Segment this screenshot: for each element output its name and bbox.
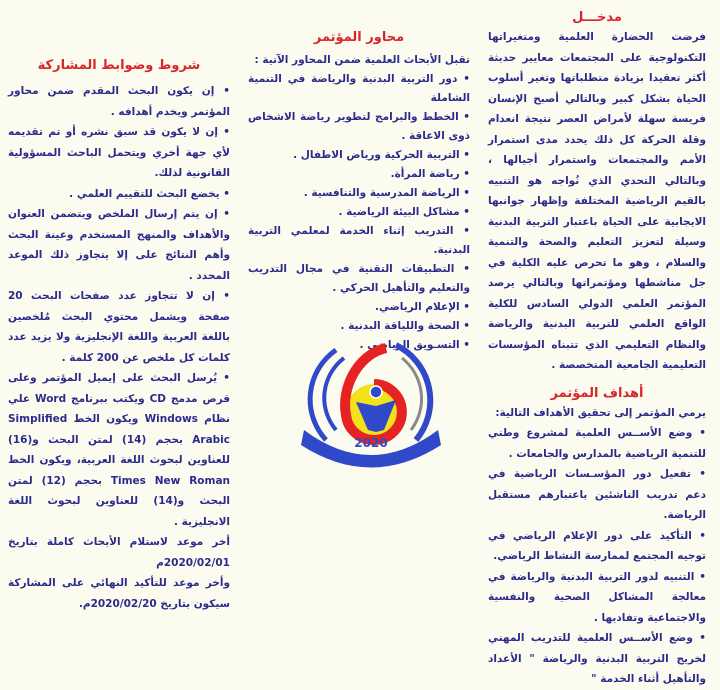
axes-title: محاور المؤتمر [313, 30, 405, 45]
list-item: • التسـويق الرياضي . [248, 336, 470, 355]
conditions-column [8, 58, 230, 614]
list-item: • تفعيل دور المؤسـسات الرياضية في دعم تدريب الناشئين باعتبارهم مستقبل الرياضة. [488, 464, 706, 526]
list-item: • التطبيقات التقنية في مجال التدريب والتعليم والتأهيل الحركي . [248, 260, 470, 298]
list-item: • يُرسل البحث على إيميل المؤتمر وعلى قرص مدمج CD ويكتب ببرنامج Word علي نظام Windows ويكون الخط Simplified Arabic بحجم (14) لمتن البحث و(16) للعناوين لبحوث اللغة العربية، ويكون الخط Times New Roman بحجم (12) لمتن البحث و(14) للعناوين لبحوث اللغة الانجليزية . [8, 368, 230, 532]
conference-logo [296, 340, 446, 470]
list-item: • رياضة المرأة. [248, 165, 470, 184]
goals-title: أهداف المؤتمر [550, 385, 644, 401]
axes-lead: تقبل الأبحاث العلمية ضمن المحاور الآتية : [254, 54, 470, 66]
intro-goals-column [488, 10, 706, 690]
goals-list [488, 423, 706, 690]
conditions-title: شروط وضوابط المشاركة [37, 58, 201, 73]
list-item: • الخطط والبرامج لتطوير رياضة الاشخاص ذوى الاعاقة . [248, 108, 470, 146]
list-item: • الصحة واللياقة البدنية . [248, 317, 470, 336]
list-item: • يخضع البحث للتقييم العلمي . [8, 184, 230, 205]
list-item: • إن يكون البحث المقدم ضمن محاور المؤتمر ويخدم أهدافه . [8, 81, 230, 122]
list-item: • التربية الحركية ورياض الاطفال . [248, 146, 470, 165]
list-item: • الإعلام الرياضي. [248, 298, 470, 317]
intro-title: مدخـــل [572, 10, 622, 25]
list-item: • دور التربية البدنية والرياضة في التنمية الشاملة [248, 70, 470, 108]
list-item: • إن يتم إرسال الملخص ويتضمن العنوان والأهداف والمنهج المستخدم وعينة البحث وأهم النتائج على إلا يتجاوز ذلك الموعد المحدد . [8, 204, 230, 286]
list-item: • إن لا يكون قد سبق نشره أو تم تقديمه لأي جهة أخري ويتحمل الباحث المسؤولية القانونية لذلك. [8, 122, 230, 184]
list-item: • الرياضة المدرسية والتنافسية . [248, 184, 470, 203]
list-item: • التنبيه لدور التربية البدنية والرياضة في معالجة المشاكل الصحية والنفسية والاجتماعية وتفاديها . [488, 567, 706, 629]
list-item: • وضع الأســس العلمية لمشروع وطني للتنمية الرياضية بالمدارس والجامعات . [488, 423, 706, 464]
deadline-confirmation: وأخر موعد للتأكيد النهائي على المشاركة سيكون بتاريخ 2020/02/20م. [8, 577, 230, 610]
intro-text: فرضت الحضارة العلمية ومتغيراتها التكنولوجية على المجتمعات معايير حديثة أكثر تعقيدا بزيادة متطلباتها وتغير أسلوب الحياة بشكل كبير وبالتالي أصبح الإنسان فريسة سهلة لأمراض العصر نتيجة انعدام وقلة الحركة كل ذلك يحدد مدى استمرار الأمم والمجتمعات واستمرار أجيالها ، وبالتالي التحدي الذي نُواجه هو التنبيه بالقيم الرياضية المختلفة وإظهار جوانبها الايجابية على الحياة باعتبار التربية البدنية وسيلة لتعزيز التعليم والصحة والتنمية والسلام ، وهو ما تحرص عليه الكلية في جل مناشطها ومؤتمراتها وبالتالي يرصد المؤتمر العلمي الدولي السادس للكلية الواقع العلمي للتربية البدنية والرياضة والنظام التعليمي الذي تتبناه المؤسسات التعليمية الجامعية المتخصصة . [488, 31, 706, 371]
list-item: • التأكيد على دور الإعلام الرياضي في توجيه المجتمع لممارسة النشاط الرياضي. [488, 526, 706, 567]
axes-list [248, 70, 470, 355]
axes-column [248, 30, 470, 355]
list-item: • التدريب إثناء الخدمة لمعلمي التربية البدنية. [248, 222, 470, 260]
logo-year: 2020 [354, 436, 388, 450]
conditions-list [8, 81, 230, 532]
goals-lead: يرمي المؤتمر إلى تحقيق الأهداف التالية: [495, 406, 706, 419]
list-item: • إن لا تتجاوز عدد صفحات البحث 20 صفحة ويشمل محتوي البحث مُلخصين باللغة العربية واللغة الإنجليزية ولا يزيد عدد كلمات كل ملخص عن 200 كلمة . [8, 286, 230, 368]
deadline-submission: أخر موعد لاستلام الأبحاث كاملة بتاريخ 2020/02/01م [8, 536, 230, 569]
list-item: • وضع الأســس العلمية للتدريب المهني لخريج التربية البدنية والرياضة " الأعداد والتأهيل أثناء الخدمة " [488, 628, 706, 690]
list-item: • مشاكل البيئة الرياضية . [248, 203, 470, 222]
